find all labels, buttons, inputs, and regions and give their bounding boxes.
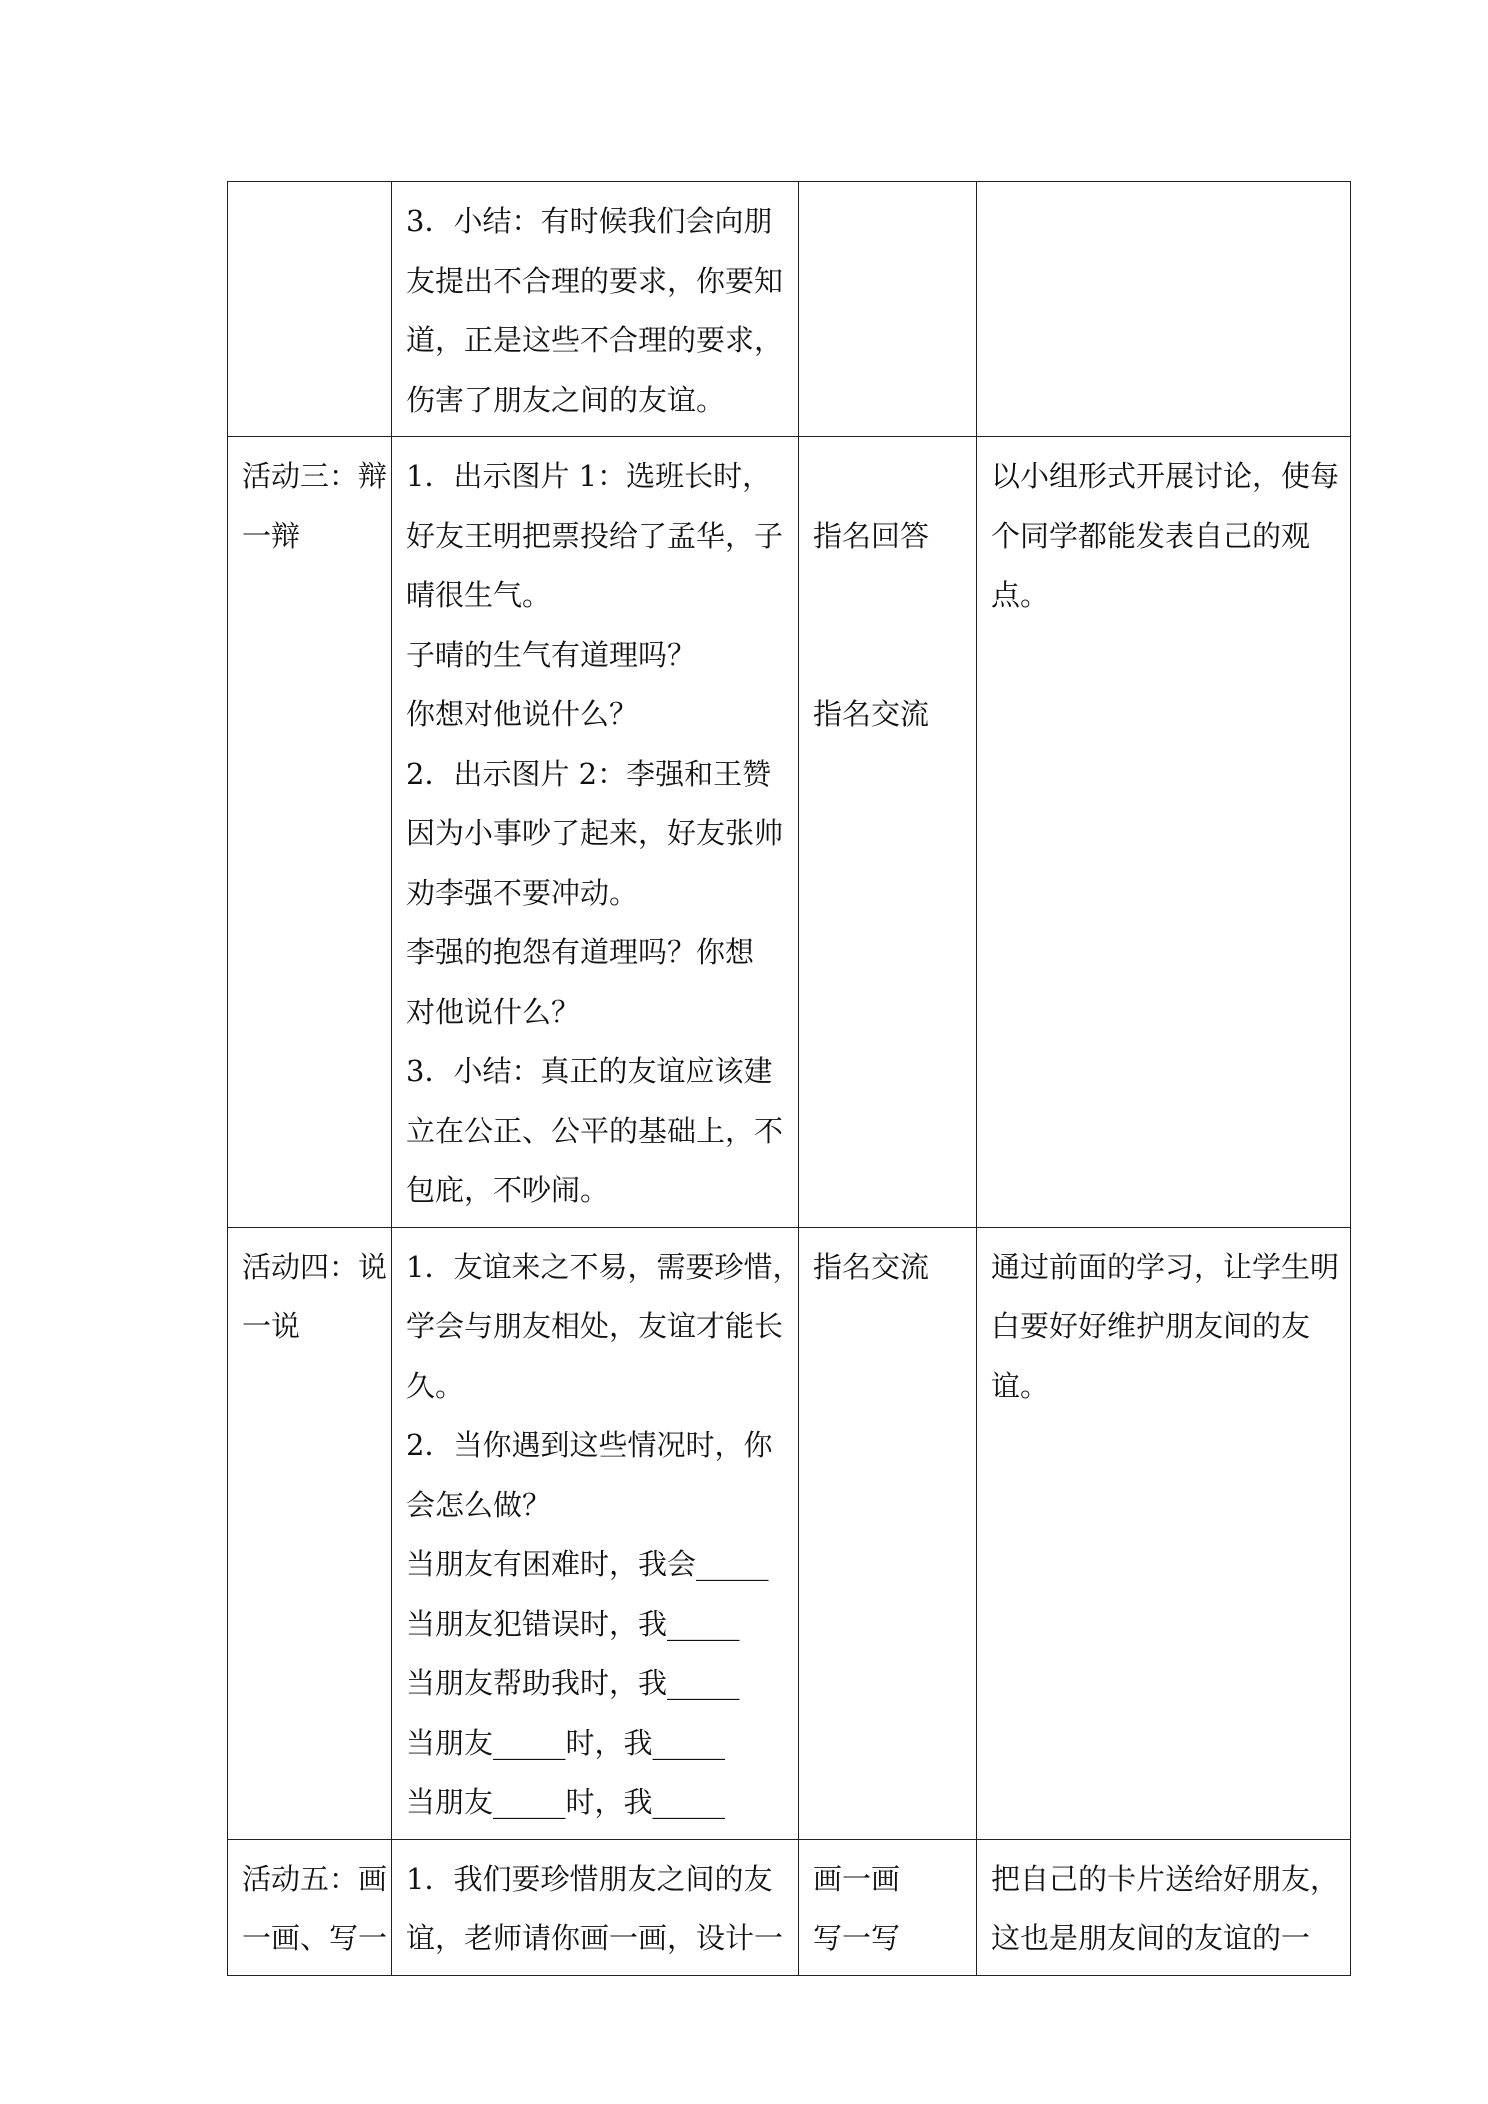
text-line: 谊，老师请你画一画，设计一	[406, 1921, 784, 1955]
text-line: 晴很生气。	[406, 578, 552, 612]
text-line: 1．友谊来之不易，需要珍惜，	[406, 1249, 802, 1284]
process-cell	[392, 182, 799, 437]
activity-title: 活动四：说	[242, 1249, 388, 1284]
activity-title: 一画、写一	[242, 1921, 388, 1955]
text-line: 当朋友_____时，我_____	[406, 1785, 726, 1819]
text-line: 当朋友有困难时，我会_____	[406, 1547, 769, 1581]
text-line: 以小组形式开展讨论，使每	[991, 459, 1340, 493]
activity-title: 一说	[242, 1309, 301, 1343]
text-line: 你想对他说什么？	[406, 697, 639, 731]
table-row	[228, 1839, 1351, 1975]
process-cell	[392, 1839, 799, 1975]
text-line: 立在公正、公平的基础上，不	[406, 1113, 784, 1148]
table-row	[228, 1227, 1351, 1839]
student-cell	[799, 182, 977, 437]
text-line: 把自己的卡片送给好朋友，	[991, 1861, 1340, 1896]
student-activity: 写一写	[813, 1921, 901, 1955]
activity-title: 一辩	[242, 518, 301, 553]
text-line: 2．出示图片 2：李强和王赞	[406, 756, 772, 791]
text-line: 对他说什么？	[406, 994, 581, 1029]
text-line: 3．小结：有时候我们会向朋	[406, 204, 773, 238]
text-line: 当朋友_____时，我_____	[406, 1725, 726, 1760]
activity-cell	[228, 437, 392, 1228]
intent-cell	[977, 1227, 1351, 1839]
text-line: 点。	[991, 578, 1050, 612]
text-line: 这也是朋友间的友谊的一	[991, 1921, 1311, 1955]
table-row	[228, 182, 1351, 437]
student-activity: 画一画	[813, 1861, 901, 1896]
text-line: 道，正是这些不合理的要求，	[406, 323, 784, 357]
intent-cell	[977, 1839, 1351, 1975]
process-cell	[392, 437, 799, 1228]
student-cell	[799, 1227, 977, 1839]
student-cell	[799, 1839, 977, 1975]
text-line: 个同学都能发表自己的观	[991, 518, 1311, 553]
student-activity: 指名回答	[813, 518, 930, 553]
text-line: 通过前面的学习，让学生明	[991, 1249, 1340, 1284]
process-cell	[392, 1227, 802, 1839]
text-line: 当朋友帮助我时，我_____	[406, 1666, 740, 1700]
intent-cell	[977, 182, 1351, 437]
text-line: 2．当你遇到这些情况时，你	[406, 1428, 773, 1462]
intent-cell	[977, 437, 1351, 1228]
text-line: 1．我们要珍惜朋友之间的友	[406, 1861, 773, 1896]
text-line: 3．小结：真正的友谊应该建	[406, 1054, 773, 1088]
text-line: 李强的抱怨有道理吗？你想	[406, 935, 755, 969]
text-line: 劝李强不要冲动。	[406, 875, 639, 910]
text-line: 友提出不合理的要求，你要知	[406, 263, 784, 298]
student-activity: 指名交流	[813, 1249, 930, 1284]
text-line: 因为小事吵了起来，好友张帅	[406, 816, 784, 850]
text-line: 谊。	[991, 1368, 1050, 1403]
lesson-plan-table	[227, 181, 1351, 1976]
activity-title: 活动三：辩	[242, 459, 388, 493]
text-line: 好友王明把票投给了孟华，子	[406, 518, 784, 553]
text-line: 白要好好维护朋友间的友	[991, 1309, 1311, 1343]
text-line: 当朋友犯错误时，我_____	[406, 1606, 740, 1641]
student-cell	[799, 437, 977, 1228]
activity-title: 活动五：画	[242, 1861, 388, 1896]
activity-cell	[228, 1839, 392, 1975]
student-activity: 指名交流	[813, 697, 930, 731]
text-line: 久。	[406, 1368, 465, 1403]
text-line: 包庇，不吵闹。	[406, 1173, 610, 1207]
activity-cell	[228, 182, 392, 437]
text-line: 学会与朋友相处，友谊才能长	[406, 1309, 784, 1343]
text-line: 1．出示图片 1：选班长时，	[406, 459, 772, 493]
text-line: 会怎么做？	[406, 1487, 552, 1522]
text-line: 伤害了朋友之间的友谊。	[406, 382, 726, 417]
activity-cell	[228, 1227, 392, 1839]
table-row	[228, 437, 1351, 1228]
text-line: 子晴的生气有道理吗？	[406, 637, 697, 672]
